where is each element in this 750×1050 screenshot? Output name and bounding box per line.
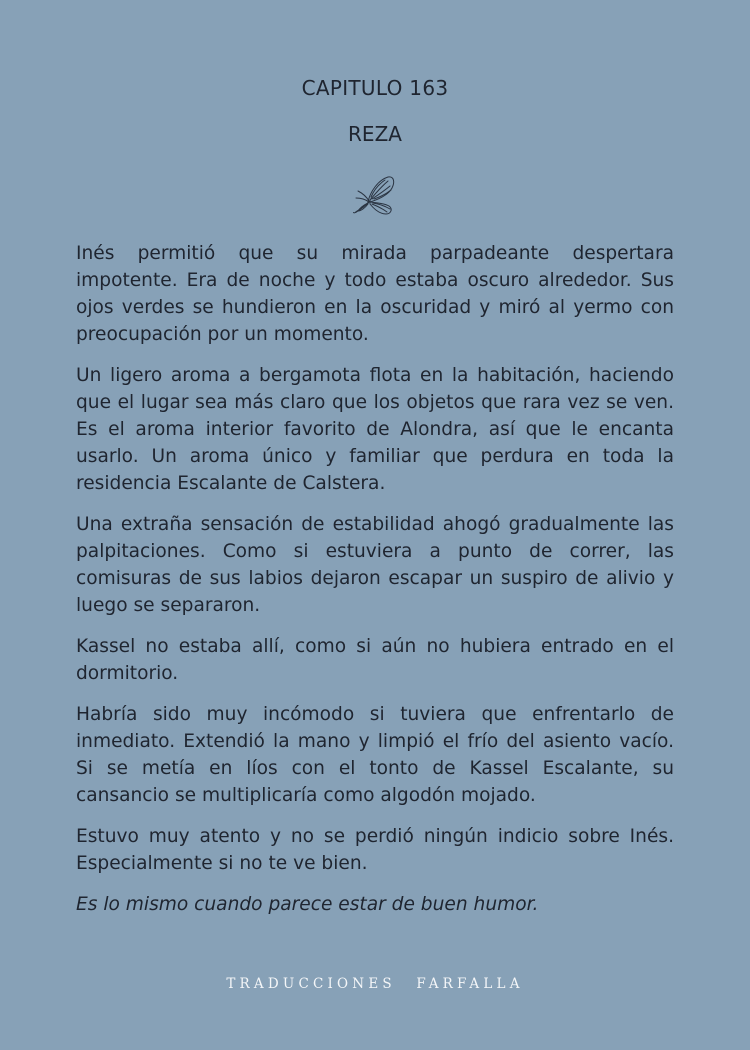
chapter-body bbox=[76, 240, 674, 932]
italic-paragraph: Es lo mismo cuando parece estar de buen humor. bbox=[76, 894, 539, 915]
paragraph: Kassel no estaba allí, como si aún no hubiera entrado en el dormitorio. bbox=[76, 636, 674, 684]
chapter-subtitle: REZA bbox=[348, 122, 402, 146]
footer-credit: TRADUCCIONES FARFALLA bbox=[226, 976, 524, 992]
paragraph: Un ligero aroma a bergamota flota en la habitación, haciendo que el lugar sea más claro que los objetos que rara vez se ven. Es el aroma interior favorito de Alondra, así que le encanta usarlo. Un aroma único y familiar que perdura en toda la residencia Escalante de Calstera. bbox=[76, 365, 674, 494]
paragraph: Habría sido muy incómodo si tuviera que enfrentarlo de inmediato. Extendió la mano y limpió el frío del asiento vacío. Si se metía en líos con el tonto de Kassel Escalante, su cansancio se multiplicaría como algodón mojado. bbox=[76, 704, 674, 806]
butterfly-icon bbox=[350, 174, 398, 216]
chapter-title: CAPITULO 163 bbox=[301, 76, 449, 100]
paragraph: Estuvo muy atento y no se perdió ningún indicio sobre Inés. Especialmente si no te ve bien. bbox=[76, 826, 674, 874]
paragraph: Inés permitió que su mirada parpadeante despertara impotente. Era de noche y todo estaba oscuro alrededor. Sus ojos verdes se hundieron en la oscuridad y miró al yermo con preocupación por un momento. bbox=[76, 243, 674, 345]
paragraph: Una extraña sensación de estabilidad ahogó gradualmente las palpitaciones. Como si estuviera a punto de correr, las comisuras de sus labios dejaron escapar un suspiro de alivio y luego se separaron. bbox=[76, 514, 674, 616]
